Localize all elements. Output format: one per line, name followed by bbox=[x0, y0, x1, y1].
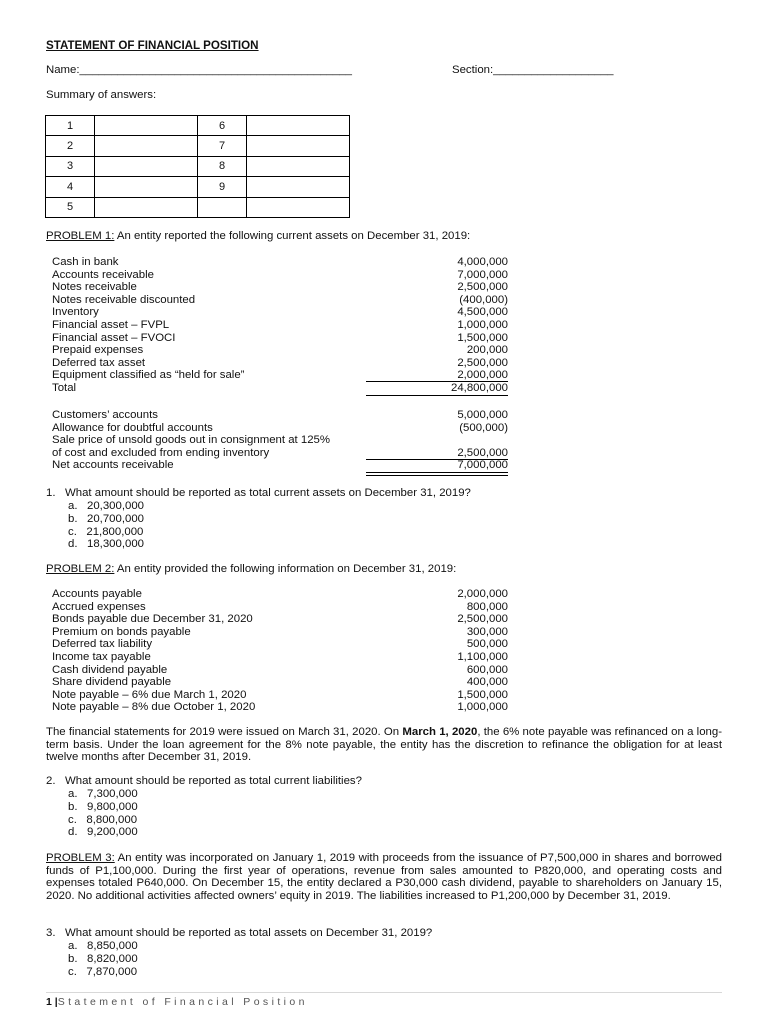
item-value: 200,000 bbox=[466, 344, 508, 357]
item-value: 500,000 bbox=[466, 638, 508, 651]
subtotal-rule bbox=[366, 381, 508, 382]
item-value: (500,000) bbox=[459, 421, 508, 434]
problem3-label: PROBLEM 3: bbox=[46, 852, 115, 864]
summary-answers-table bbox=[45, 115, 350, 218]
item-label: Financial asset – FVOCI bbox=[52, 331, 176, 344]
item-value: 1,500,000 bbox=[457, 331, 508, 344]
item-value: 1,000,000 bbox=[457, 701, 508, 714]
subtotal-rule bbox=[366, 459, 508, 460]
problem1-receivables-list bbox=[52, 409, 508, 472]
problem1-intro: An entity reported the following current assets on December 31, 2019: bbox=[114, 230, 471, 242]
para-bold-date: March 1, 2020 bbox=[402, 726, 478, 738]
item-label: Deferred tax asset bbox=[52, 356, 146, 369]
question-3 bbox=[46, 927, 432, 978]
item-label: Prepaid expenses bbox=[52, 344, 144, 357]
list-item bbox=[52, 651, 508, 664]
question-number-cell: 5 bbox=[46, 197, 95, 217]
answer-cell[interactable] bbox=[247, 116, 350, 136]
item-label: Premium on bonds payable bbox=[52, 625, 191, 638]
item-label: Allowance for doubtful accounts bbox=[52, 421, 213, 434]
question-number-cell bbox=[198, 197, 247, 217]
item-value: 600,000 bbox=[466, 663, 508, 676]
item-label: Inventory bbox=[52, 306, 99, 319]
question-1 bbox=[46, 487, 471, 551]
question-2 bbox=[46, 775, 362, 839]
option-c[interactable]: c. 7,870,000 bbox=[68, 965, 138, 978]
answer-cell[interactable] bbox=[95, 197, 198, 217]
total-value: 24,800,000 bbox=[450, 381, 508, 394]
question-number-cell: 7 bbox=[198, 136, 247, 156]
item-value: 2,500,000 bbox=[457, 613, 508, 626]
list-item bbox=[52, 344, 508, 357]
option-c[interactable]: c. 21,800,000 bbox=[68, 525, 144, 538]
item-value: 1,000,000 bbox=[457, 318, 508, 331]
option-a[interactable]: a. 8,850,000 bbox=[68, 940, 138, 952]
item-label: Notes receivable discounted bbox=[52, 293, 196, 306]
table-row bbox=[46, 197, 350, 217]
option-a[interactable]: a. 7,300,000 bbox=[68, 788, 138, 800]
question-number-cell: 6 bbox=[198, 116, 247, 136]
item-value: 7,000,000 bbox=[457, 268, 508, 281]
item-value: 4,500,000 bbox=[457, 306, 508, 319]
item-value: 2,000,000 bbox=[457, 369, 508, 382]
item-label: Sale price of unsold goods out in consignment at 125% bbox=[52, 434, 330, 447]
item-value: 300,000 bbox=[466, 625, 508, 638]
question-number-cell: 4 bbox=[46, 177, 95, 197]
list-item bbox=[52, 613, 508, 626]
answer-cell[interactable] bbox=[247, 197, 350, 217]
option-b[interactable]: b. 20,700,000 bbox=[68, 512, 145, 525]
document-title: STATEMENT OF FINANCIAL POSITION bbox=[46, 39, 259, 52]
item-label: Accounts payable bbox=[52, 588, 142, 600]
item-value: 2,500,000 bbox=[457, 446, 508, 459]
para-text: The financial statements for 2019 were issued on March 31, 2020. On bbox=[46, 726, 403, 738]
item-label: Share dividend payable bbox=[52, 676, 172, 689]
list-item bbox=[52, 626, 508, 639]
question-number-cell: 2 bbox=[46, 136, 95, 156]
list-item bbox=[52, 434, 508, 447]
list-item bbox=[52, 332, 508, 345]
problem2-label: PROBLEM 2: bbox=[46, 563, 115, 575]
option-a[interactable]: a. 20,300,000 bbox=[68, 500, 145, 512]
problem2-intro: An entity provided the following information on December 31, 2019: bbox=[114, 563, 457, 575]
list-item bbox=[52, 357, 508, 370]
item-value: (400,000) bbox=[459, 293, 508, 306]
list-item bbox=[52, 306, 508, 319]
item-value: 2,500,000 bbox=[457, 281, 508, 294]
item-label: Cash dividend payable bbox=[52, 663, 168, 676]
net-row bbox=[52, 459, 508, 472]
question-number-cell: 1 bbox=[46, 116, 95, 136]
list-item bbox=[52, 447, 508, 460]
footer-divider bbox=[46, 992, 722, 993]
net-value: 7,000,000 bbox=[457, 459, 508, 472]
problem1-assets-list bbox=[52, 256, 508, 395]
option-d[interactable]: d. 9,200,000 bbox=[68, 826, 138, 839]
item-label: Cash in bank bbox=[52, 256, 119, 268]
item-label: Bonds payable due December 31, 2020 bbox=[52, 613, 253, 626]
option-b[interactable]: b. 9,800,000 bbox=[68, 800, 138, 813]
table-row bbox=[46, 177, 350, 197]
problem2-liabilities-list bbox=[52, 588, 508, 714]
question-number-cell: 8 bbox=[198, 156, 247, 176]
page-number: 1 | bbox=[46, 996, 58, 1008]
item-value: 2,500,000 bbox=[457, 356, 508, 369]
item-label: Financial asset – FVPL bbox=[52, 318, 170, 331]
problem2-paragraph bbox=[46, 726, 722, 764]
question-number-cell: 9 bbox=[198, 177, 247, 197]
item-label: Income tax payable bbox=[52, 650, 151, 663]
answer-cell[interactable] bbox=[247, 136, 350, 156]
footer-title: Statement of Financial Position bbox=[57, 996, 308, 1008]
question-stem: 2. What amount should be reported as total current liabilities? bbox=[46, 775, 362, 787]
item-label: Customers’ accounts bbox=[52, 409, 158, 421]
list-item bbox=[52, 664, 508, 677]
item-label: Accounts receivable bbox=[52, 268, 154, 281]
problem3-text: An entity was incorporated on January 1, 2019 with proceeds from the issuance of P7,500,000 in shares and borrowed funds of P1,100,000. During the first year of operations, revenue from sales amounted to P820,000, and operating costs and expenses totaled P640,000. On December 15, the entity declared a P30,000 cash dividend, payable to shareholders on January 15, 2020. No additional activities affected owners’ equity in 2019. The liabilities increased to P1,200,000 by December 31, 2019. bbox=[46, 852, 722, 902]
item-value: 4,000,000 bbox=[457, 256, 508, 268]
option-d[interactable]: d. 18,300,000 bbox=[68, 538, 145, 551]
answer-cell[interactable] bbox=[247, 177, 350, 197]
page-footer bbox=[46, 996, 308, 1008]
summary-label: Summary of answers: bbox=[46, 89, 157, 101]
item-value: 5,000,000 bbox=[457, 409, 508, 421]
table-row bbox=[46, 136, 350, 156]
para-text: , the 6% note payable was refinanced on a long-term basis. Under the loan agreement for the 8% note payable, the entity has the discretion to refinance the obligation for at least twelve months after December 31, 2019. bbox=[46, 726, 722, 764]
list-item bbox=[52, 689, 508, 702]
item-label: Note payable – 8% due October 1, 2020 bbox=[52, 701, 256, 714]
list-item bbox=[52, 422, 508, 435]
list-item bbox=[52, 409, 508, 422]
item-value: 1,100,000 bbox=[457, 650, 508, 663]
item-label: Accrued expenses bbox=[52, 600, 146, 613]
item-label: Equipment classified as “held for sale” bbox=[52, 369, 245, 382]
table-row bbox=[46, 116, 350, 136]
answer-cell[interactable] bbox=[95, 116, 198, 136]
name-field[interactable]: Name:___________________________________________ bbox=[46, 64, 352, 76]
item-value: 1,500,000 bbox=[457, 688, 508, 701]
list-item bbox=[52, 638, 508, 651]
problem1-label: PROBLEM 1: bbox=[46, 230, 115, 242]
question-number-cell: 3 bbox=[46, 156, 95, 176]
item-label: of cost and excluded from ending inventory bbox=[52, 446, 270, 459]
problem1-heading bbox=[46, 230, 470, 242]
problem2-heading bbox=[46, 563, 456, 575]
list-item bbox=[52, 256, 508, 269]
answer-cell[interactable] bbox=[95, 136, 198, 156]
list-item bbox=[52, 601, 508, 614]
item-label: Note payable – 6% due March 1, 2020 bbox=[52, 688, 247, 701]
list-item bbox=[52, 281, 508, 294]
list-item bbox=[52, 269, 508, 282]
item-label: Notes receivable bbox=[52, 281, 137, 294]
option-c[interactable]: c. 8,800,000 bbox=[68, 813, 138, 826]
total-rule bbox=[366, 395, 508, 396]
list-item bbox=[52, 701, 508, 714]
section-field[interactable]: Section:___________________ bbox=[452, 64, 614, 76]
problem3-paragraph bbox=[46, 852, 722, 902]
item-value: 2,000,000 bbox=[457, 588, 508, 600]
total-row bbox=[52, 382, 508, 395]
list-item bbox=[52, 294, 508, 307]
question-stem: 3. What amount should be reported as total assets on December 31, 2019? bbox=[46, 927, 433, 939]
answer-cell[interactable] bbox=[95, 177, 198, 197]
total-rule bbox=[366, 472, 508, 473]
answer-cell[interactable] bbox=[95, 156, 198, 176]
list-item bbox=[52, 588, 508, 601]
answer-cell[interactable] bbox=[247, 156, 350, 176]
item-value: 800,000 bbox=[466, 600, 508, 613]
total-label: Total bbox=[52, 381, 77, 394]
table-row bbox=[46, 156, 350, 176]
list-item bbox=[52, 319, 508, 332]
list-item bbox=[52, 676, 508, 689]
item-value: 400,000 bbox=[466, 676, 508, 689]
option-b[interactable]: b. 8,820,000 bbox=[68, 952, 138, 965]
question-stem: 1. What amount should be reported as total current assets on December 31, 2019? bbox=[46, 487, 471, 499]
item-label: Deferred tax liability bbox=[52, 638, 153, 651]
net-label: Net accounts receivable bbox=[52, 459, 174, 472]
double-rule bbox=[366, 475, 508, 476]
